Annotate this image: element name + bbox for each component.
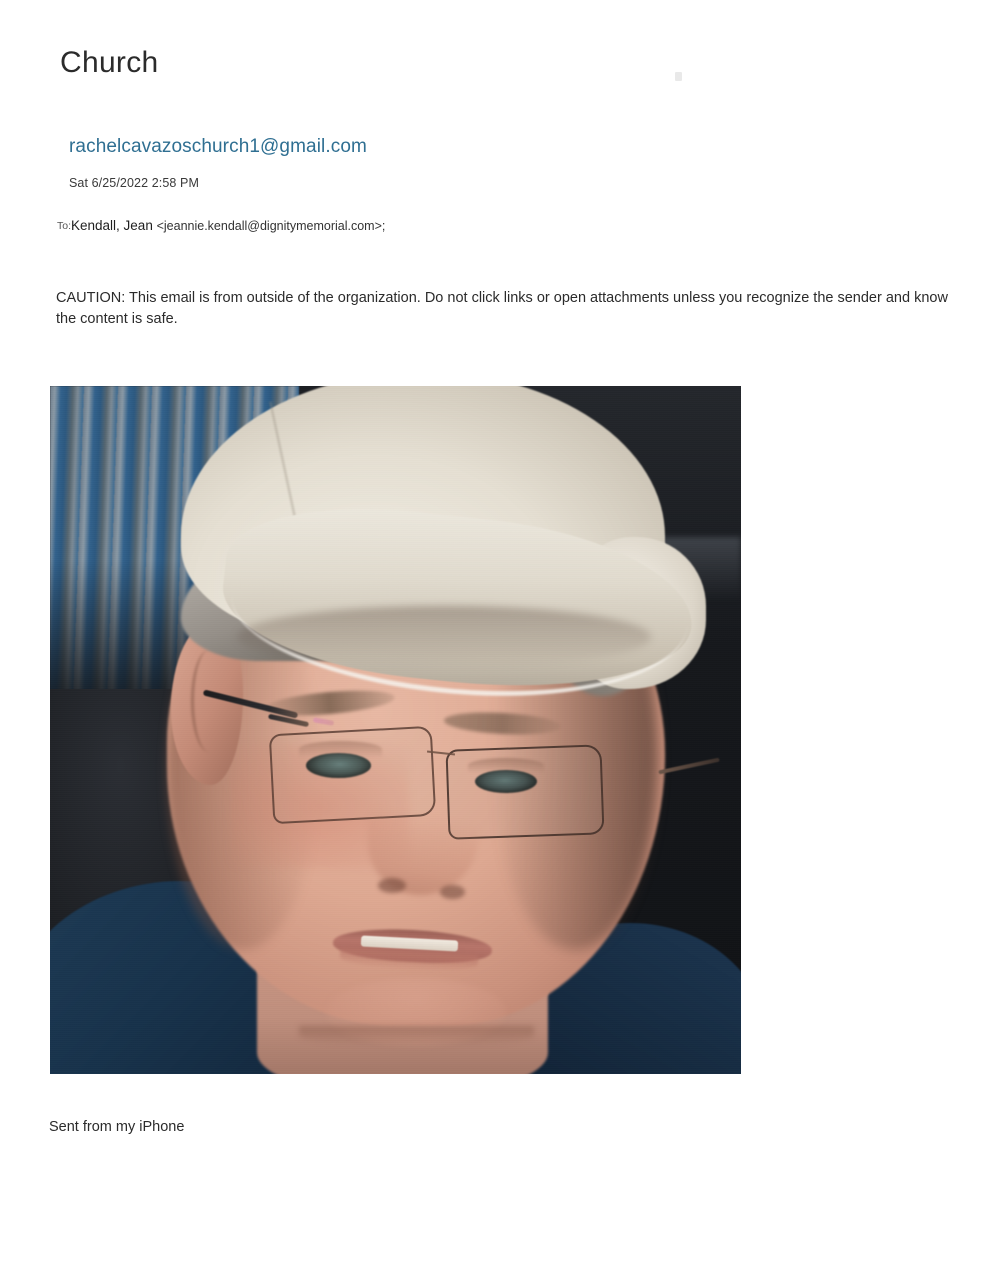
cap-brim-shadow-on-forehead bbox=[237, 606, 652, 668]
email-subject: Church bbox=[60, 46, 159, 79]
to-field-label: To: bbox=[57, 220, 72, 232]
photo-content bbox=[50, 386, 741, 1074]
recipient-email-address: <jeannie.kendall@dignitymemorial.com>; bbox=[156, 219, 386, 233]
email-signature: Sent from my iPhone bbox=[49, 1119, 185, 1135]
attached-portrait-photograph bbox=[50, 386, 741, 1074]
external-sender-caution-banner: CAUTION: This email is from outside of the organization. Do not click links or open attachments unless you recognize the sender and know the content is safe. bbox=[56, 290, 948, 328]
sender-email-address[interactable]: rachelcavazoschurch1@gmail.com bbox=[69, 136, 367, 157]
scan-artifact-mark bbox=[675, 72, 682, 81]
subject-left-nostril bbox=[378, 878, 406, 893]
email-recipients-line bbox=[57, 218, 385, 233]
recipient-display-name[interactable]: Kendall, Jean bbox=[71, 218, 153, 233]
email-sent-timestamp: Sat 6/25/2022 2:58 PM bbox=[69, 176, 199, 190]
subject-right-nostril bbox=[440, 885, 465, 899]
